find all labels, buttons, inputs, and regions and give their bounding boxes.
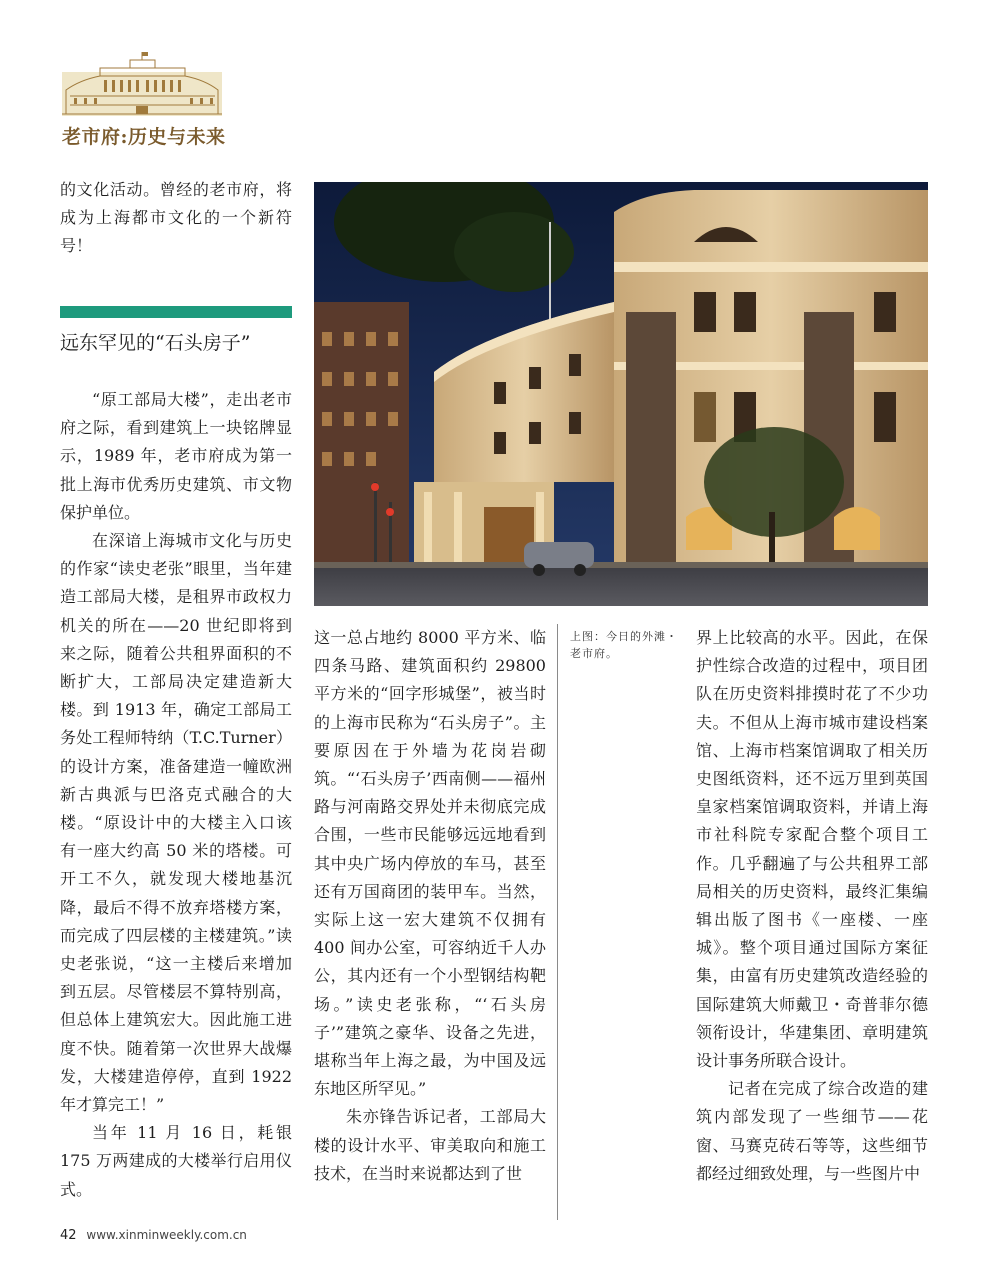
column-divider	[557, 624, 558, 1220]
column1-top-text: 的文化活动。曾经的老市府，将成为上海都市文化的一个新符号！	[60, 180, 292, 256]
subheading: 远东罕见的“石头房子”	[60, 332, 251, 354]
page-footer	[60, 1228, 247, 1243]
paragraph: 朱亦锋告诉记者，工部局大楼的设计水平、审美取向和施工技术，在当时来说都达到了世	[314, 1107, 546, 1183]
paragraph: 在深谙上海城市文化与历史的作家“读史老张”眼里，当年建造工部局大楼，是租界市政权力机关的所在——20 世纪即将到来之际，随着公共租界面积的不断扩大，工部局决定建造新大楼。到 1913 年，确定工部局工务处工程师特纳（T.C.Turner）的设计方案，准备建造一幢欧洲新古典派与巴洛克式融合的大楼。“原设计中的大楼主入口该有一座大约高 50 米的塔楼。可开工不久，就发现大楼地基沉降，最后不得不放弃塔楼方案，而完成了四层楼的主楼建筑。”读史老张说，“这一主楼后来增加到五层。尽管楼层不算特别高，但总体上建筑宏大。因此施工进度不快。随着第一次世界大战爆发，大楼建造停停，直到 1922 年才算完工！”	[60, 531, 292, 1115]
website-link[interactable]: www.xinminweekly.com.cn	[86, 1228, 247, 1242]
column3-body	[696, 624, 928, 1188]
column2-body	[314, 624, 546, 1188]
page-number: 42	[60, 1228, 77, 1243]
section-title: 老市府:历史与未来	[62, 126, 226, 148]
column1-body	[60, 386, 292, 1204]
paragraph: 当年 11 月 16 日，耗银 175 万两建成的大楼举行启用仪式。	[60, 1123, 292, 1199]
accent-bar	[60, 306, 292, 318]
photo-caption: 上图：今日的外滩・老市府。	[570, 630, 678, 660]
building-logo	[60, 50, 225, 120]
paragraph: 界上比较高的水平。因此，在保护性综合改造的过程中，项目团队在历史资料排摸时花了不少功夫。不但从上海市城市建设档案馆、上海市档案馆调取了相关历史图纸资料，还不远万里到英国皇家档案馆调取资料，并请上海市社科院专家配合整个项目工作。几乎翻遍了与公共租界工部局相关的历史资料，最终汇集编辑出版了图书《一座楼、一座城》。整个项目通过国际方案征集，由富有历史建筑改造经验的国际建筑大师戴卫・奇普菲尔德领衔设计，华建集团、章明建筑设计事务所联合设计。	[696, 628, 928, 1071]
paragraph: “原工部局大楼”，走出老市府之际，看到建筑上一块铭牌显示，1989 年，老市府成为第一批上海市优秀历史建筑、市文物保护单位。	[60, 390, 292, 522]
building-photo	[314, 182, 928, 606]
paragraph: 这一总占地约 8000 平方米、临四条马路、建筑面积约 29800 平方米的“回字形城堡”，被当时的上海市民称为“石头房子”。主要原因在于外墙为花岗岩砌筑。“‘石头房子’西南侧——福州路与河南路交界处并未彻底完成合围，一些市民能够远远地看到其中央广场内停放的车马，甚至还有万国商团的装甲车。当然，实际上这一宏大建筑不仅拥有 400 间办公室，可容纳近千人办公，其内还有一个小型钢结构靶场。”读史老张称，“‘石头房子’”建筑之豪华、设备之先进，堪称当年上海之最，为中国及远东地区所罕见。”	[314, 628, 546, 1099]
paragraph: 记者在完成了综合改造的建筑内部发现了一些细节——花窗、马赛克砖石等等，这些细节都经过细致处理，与一些图片中	[696, 1079, 928, 1183]
